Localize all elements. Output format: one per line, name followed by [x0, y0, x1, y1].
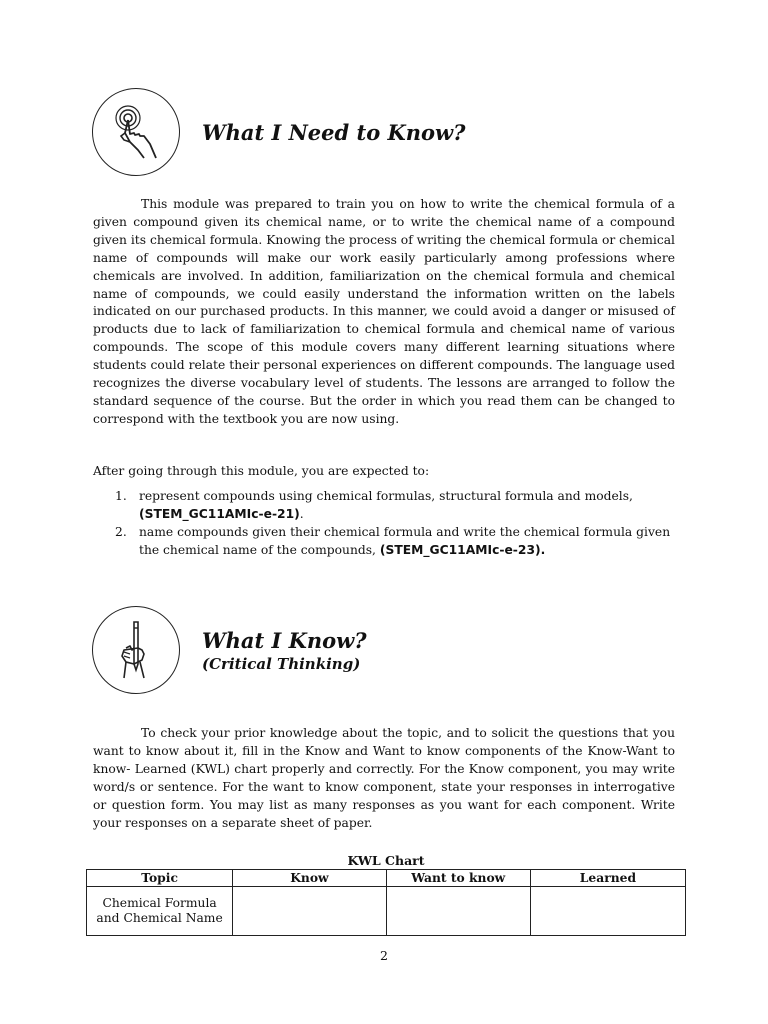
table-header-row — [87, 870, 686, 887]
objective-item — [93, 524, 673, 560]
objective-text: represent compounds using chemical formulas, structural formula and models, — [139, 489, 633, 503]
pointing-hand-icon — [92, 88, 180, 176]
kwl-chart-table — [86, 869, 686, 936]
page-number: 2 — [380, 948, 388, 963]
header-want-to-know: Want to know — [386, 870, 530, 887]
section-what-i-know — [92, 606, 367, 694]
header-topic: Topic — [87, 870, 233, 887]
kwl-instructions: To check your prior knowledge about the topic, and to solicit the questions that you want to know about it, fill in the Know and Want to know components of the Know-Want to know- Learned (KWL) chart properly and correctly. For the Know component, you may write word/s or sentence. For the want to know component, state your responses in interrogative or question form. You may list as many responses as you want for each component. Write your responses on a separate sheet of paper. — [93, 726, 675, 830]
header-learned: Learned — [530, 870, 685, 887]
objective-number: 1. — [115, 489, 127, 503]
table-row — [87, 887, 686, 936]
header-know: Know — [233, 870, 386, 887]
objectives-list — [93, 488, 673, 560]
competency-code: (STEM_GC11AMIc-e-21) — [139, 506, 300, 521]
kwl-chart-caption: KWL Chart — [347, 853, 425, 868]
module-description: This module was prepared to train you on how to write the chemical formula of a given compound given its chemical name, or to write the chemical name of a compound given its chemical formula. Knowing the process of writing the chemical formula or chemical name of compounds will make our work easily particularly among professions where chemicals are involved. In addition, familiarization on the chemical formula and chemical name of compounds, we could easily understand the information written on the labels indicated on our purchased products. In this manner, we could avoid a danger or misused of products due to lack of familiarization to chemical formula and chemical name of various compounds. The scope of this module covers many different learning situations where students could relate their personal experiences on different compounds. The language used recognizes the diverse vocabulary level of students. The lessons are arranged to follow the standard sequence of the course. But the order in which you read them can be changed to correspond with the textbook you are now using. — [93, 197, 675, 426]
cell-want-to-know[interactable] — [386, 887, 530, 936]
cell-know[interactable] — [233, 887, 386, 936]
objective-item — [93, 488, 673, 524]
hand-holding-pencil-icon — [92, 606, 180, 694]
competency-code: (STEM_GC11AMIc-e-23). — [379, 542, 546, 557]
objective-end: . — [299, 506, 304, 521]
section-subtitle: (Critical Thinking) — [202, 654, 361, 673]
section-title: What I Need to Know? — [202, 119, 466, 145]
section-title-block — [180, 628, 367, 673]
cell-topic: Chemical Formula and Chemical Name — [87, 887, 233, 936]
cell-learned[interactable] — [530, 887, 685, 936]
objective-text: name compounds given their chemical formula and write the chemical formula given the chemical name of the compounds, — [139, 524, 671, 557]
objectives-intro: After going through this module, you are expected to: — [93, 464, 430, 478]
objective-number: 2. — [115, 524, 127, 539]
section-what-i-need-to-know — [92, 88, 465, 176]
section-title: What I Know? — [202, 627, 367, 653]
